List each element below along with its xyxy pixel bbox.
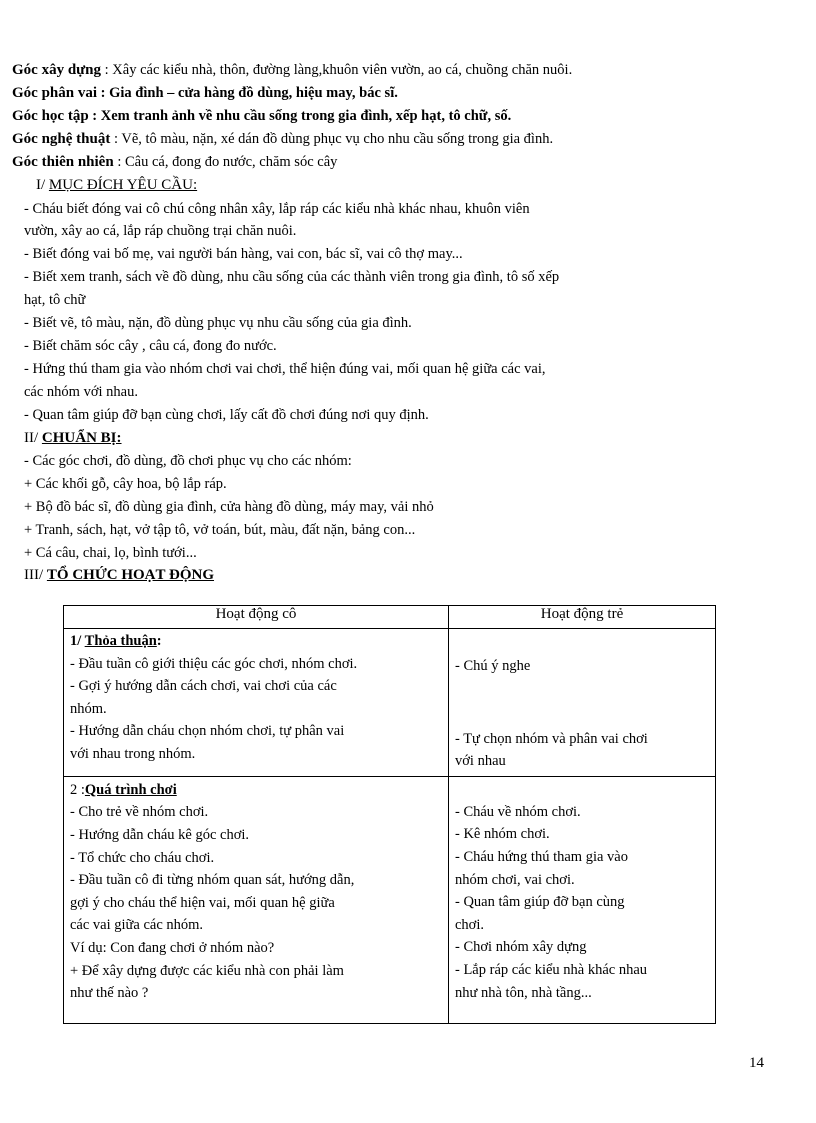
goc-sep: : [113, 154, 125, 170]
row2-tre-line: - Cháu hứng thú tham gia vào [455, 848, 628, 865]
section1-line: các nhóm với nhau. [24, 384, 138, 400]
row2-heading [70, 779, 442, 802]
goc-label: Góc phân vai [12, 85, 98, 101]
row1-co-cell [64, 629, 449, 777]
row-title: Thỏa thuận [84, 633, 157, 649]
section-heading-muc-dich [36, 174, 197, 196]
goc-sep: : [110, 131, 122, 147]
section1-line: - Biết vẽ, tô màu, nặn, đồ dùng phục vụ nhu cầu sống của gia đình. [24, 315, 412, 331]
goc-text: Xây các kiểu nhà, thôn, đường làng,khuôn viên vườn, ao cá, chuồng chăn nuôi. [112, 62, 573, 78]
row2-co-line: - Tổ chức cho cháu chơi. [70, 849, 215, 866]
section-number: II/ [24, 430, 42, 446]
row1-co-line: - Đầu tuần cô giới thiệu các góc chơi, nhóm chơi. [70, 655, 358, 672]
section1-line: - Biết xem tranh, sách về đồ dùng, nhu cầu sống của các thành viên trong gia đình, tô số xếp [24, 269, 560, 285]
section-heading-to-chuc [24, 564, 214, 586]
spacer [455, 630, 709, 652]
activity-table [63, 605, 716, 1024]
goc-line-phan-vai [12, 82, 398, 104]
table-row [64, 776, 716, 1023]
section1-line: - Biết đóng vai bố mẹ, vai người bán hàng, vai con, bác sĩ, vai cô thợ may... [24, 246, 463, 262]
row2-tre-line: - Lắp ráp các kiểu nhà khác nhau [455, 961, 648, 978]
header-hoat-dong-tre: Hoạt động trẻ [449, 606, 716, 629]
goc-sep: : [101, 62, 113, 78]
goc-label: Góc xây dựng [12, 62, 102, 78]
section2-line: + Các khối gỗ, cây hoa, bộ lắp ráp. [24, 476, 227, 492]
section1-line: - Hứng thú tham gia vào nhóm chơi vai chơi, thể hiện đúng vai, mối quan hệ giữa các vai, [24, 361, 546, 377]
spacer [455, 779, 709, 801]
row-title: Quá trình chơi [84, 781, 177, 798]
row2-tre-line: như nhà tôn, nhà tầng... [455, 984, 592, 1001]
row1-tre-line: - Tự chọn nhóm và phân vai chơi [455, 730, 648, 747]
row2-tre-cell [449, 776, 716, 1023]
row2-tre-line: - Cháu về nhóm chơi. [455, 803, 581, 820]
section-number: III/ [24, 567, 47, 583]
section1-line: - Quan tâm giúp đỡ bạn cùng chơi, lấy cất đồ chơi đúng nơi quy định. [24, 407, 429, 423]
section-number: I/ [36, 177, 49, 193]
row2-co-line: như thế nào ? [70, 985, 149, 1002]
row1-co-line: - Gợi ý hướng dẫn cách chơi, vai chơi của các [70, 678, 337, 695]
row1-co-line: - Hướng dẫn cháu chọn nhóm chơi, tự phân vai [70, 723, 345, 740]
row2-co-line: - Hướng dẫn cháu kê góc chơi. [70, 826, 250, 843]
goc-line-thien-nhien [12, 151, 337, 173]
row1-tre-line: - Chú ý nghe [455, 658, 531, 674]
table-row [64, 629, 716, 777]
section1-line: - Cháu biết đóng vai cô chú công nhân xây, lắp ráp các kiểu nhà khác nhau, khuôn viên [24, 201, 530, 217]
section-heading-chuan-bi [24, 427, 122, 449]
section2-line: - Các góc chơi, đồ dùng, đồ chơi phục vụ cho các nhóm: [24, 453, 352, 469]
section-title: MỤC ĐÍCH YÊU CẦU: [48, 177, 198, 193]
row2-co-line: - Cho trẻ về nhóm chơi. [70, 804, 209, 821]
row2-tre-line: - Quan tâm giúp đỡ bạn cùng [455, 894, 625, 911]
goc-text: Gia đình – cửa hàng đồ dùng, hiệu may, bác sĩ. [109, 85, 398, 101]
goc-label: Góc học tập [12, 108, 89, 124]
row2-co-line: các vai giữa các nhóm. [70, 917, 204, 934]
section2-line: + Tranh, sách, hạt, vở tập tô, vở toán, bút, màu, đất nặn, bảng con... [24, 522, 416, 538]
row2-tre-line: chơi. [455, 916, 485, 933]
row2-tre-line: - Kê nhóm chơi. [455, 826, 550, 843]
section1-line: hạt, tô chữ [24, 292, 86, 308]
row2-co-line: + Để xây dựng được các kiểu nhà con phải làm [70, 962, 344, 979]
row2-tre-line: - Chơi nhóm xây dựng [455, 939, 587, 956]
goc-text: Vẽ, tô màu, nặn, xé dán đồ dùng phục vụ cho nhu cầu sống trong gia đình. [121, 131, 554, 147]
row1-co-line: nhóm. [70, 700, 107, 717]
section1-line: - Biết chăm sóc cây , câu cá, đong đo nước. [24, 338, 277, 354]
goc-line-hoc-tap [12, 105, 511, 127]
row1-tre-line: với nhau [455, 753, 506, 770]
row1-tre-cell [449, 629, 716, 777]
row2-co-line: - Đầu tuần cô đi từng nhóm quan sát, hướng dẫn, [70, 872, 355, 889]
goc-text: Xem tranh ảnh về nhu cầu sống trong gia đình, xếp hạt, tô chữ, số. [100, 108, 512, 124]
section2-line: + Cá câu, chai, lọ, bình tưới... [24, 545, 197, 561]
header-hoat-dong-co: Hoạt động cô [64, 606, 449, 629]
row1-heading [70, 630, 442, 653]
page-number: 14 [749, 1055, 764, 1071]
row-number: 1/ [70, 633, 85, 649]
spacer [455, 678, 709, 700]
goc-line-xay-dung [12, 59, 572, 81]
spacer [455, 700, 709, 728]
goc-text: Câu cá, đong đo nước, chăm sóc cây [124, 154, 338, 170]
row-colon: : [156, 633, 162, 649]
section-title: TỔ CHỨC HOẠT ĐỘNG [46, 567, 215, 583]
goc-label: Góc nghệ thuật [12, 131, 111, 147]
table-header-row [64, 606, 716, 629]
row2-co-line: gợi ý cho cháu thể hiện vai, mối quan hệ giữa [70, 894, 335, 911]
row1-co-line: với nhau trong nhóm. [70, 745, 196, 762]
goc-sep: : [88, 108, 101, 124]
goc-line-nghe-thuat [12, 128, 553, 150]
row2-co-line: Ví dụ: Con đang chơi ở nhóm nào? [70, 939, 275, 956]
section-title: CHUẨN BỊ: [41, 430, 122, 446]
section1-line: vườn, xây ao cá, lắp ráp chuồng trại chăn nuôi. [24, 223, 297, 239]
row2-tre-line: nhóm chơi, vai chơi. [455, 871, 575, 888]
goc-label: Góc thiên nhiên [12, 154, 114, 170]
row-number: 2 : [70, 781, 85, 798]
row2-co-cell [64, 776, 449, 1023]
goc-sep: : [97, 85, 110, 101]
section2-line: + Bộ đồ bác sĩ, đồ dùng gia đình, cửa hàng đồ dùng, máy may, vải nhỏ [24, 499, 434, 515]
